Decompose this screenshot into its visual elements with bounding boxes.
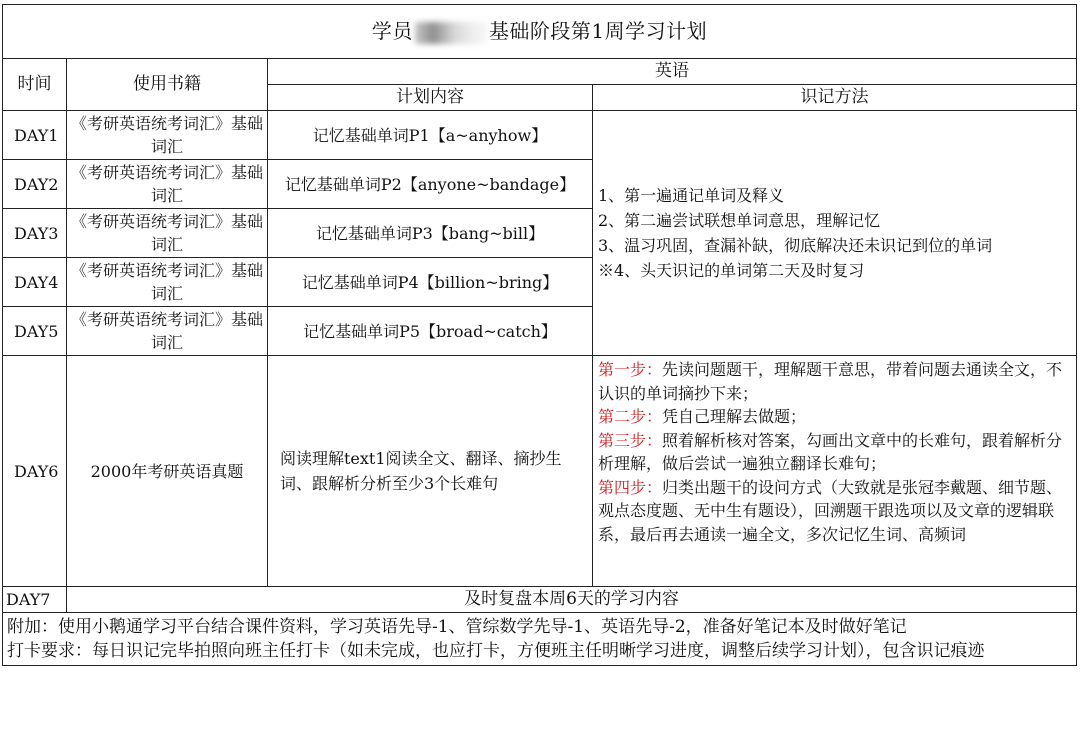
title-row: [3, 5, 1077, 59]
header-subject: 英语: [268, 59, 1077, 85]
vocab-method-cell: [593, 111, 1077, 356]
day-cell: DAY2: [3, 160, 67, 209]
step-label: 第一步：: [598, 360, 663, 379]
method-item: 2、第二遍尝试联想单词意思，理解记忆: [598, 211, 881, 230]
notes-cell: [3, 613, 1077, 666]
header-row-top: [3, 59, 1077, 85]
step-text: 先读问题题干，理解题干意思，带着问题去通读全文，不认识的单词摘抄下来；: [598, 360, 1063, 403]
step-text: 凭自己理解去做题；: [662, 407, 807, 426]
day6-row: [3, 356, 1077, 587]
notes-row: [3, 613, 1077, 666]
checkin-note: 打卡要求：每日识记完毕拍照向班主任打卡（如未完成，也应打卡，方便班主任明晰学习进度，调整后续学习计划），包含识记痕迹: [7, 641, 985, 661]
page-title: [3, 5, 1077, 59]
plan-cell: 记忆基础单词P5【broad~catch】: [268, 307, 593, 356]
plan-cell: 阅读理解text1阅读全文、翻译、摘抄生词、跟解析分析至少3个长难句: [268, 356, 593, 587]
book-cell: 《考研英语统考词汇》基础词汇: [67, 307, 268, 356]
study-plan-table: [2, 4, 1077, 666]
step-text: 归类出题干的设问方式（大致就是张冠李戴题、细节题、观点态度题、无中生有题设），回溯题干跟选项以及文章的逻辑联系，最后再去通读一遍全文，多次记忆生词、高频词: [598, 477, 1063, 544]
table-row: [3, 111, 1077, 160]
plan-cell: 记忆基础单词P1【a~anyhow】: [268, 111, 593, 160]
plan-cell: 记忆基础单词P2【anyone~bandage】: [268, 160, 593, 209]
day-cell: DAY3: [3, 209, 67, 258]
book-cell: 《考研英语统考词汇》基础词汇: [67, 111, 268, 160]
header-plan: 计划内容: [268, 85, 593, 111]
header-books: 使用书籍: [67, 59, 268, 111]
step-text: 照着解析核对答案，勾画出文章中的长难句，跟着解析分析理解，做后尝试一遍独立翻译长难句；: [598, 430, 1063, 473]
header-method: 识记方法: [593, 85, 1077, 111]
day-cell: DAY4: [3, 258, 67, 307]
step-label: 第四步：: [598, 477, 663, 497]
day-cell: DAY5: [3, 307, 67, 356]
book-cell: 《考研英语统考词汇》基础词汇: [67, 160, 268, 209]
day-cell: DAY6: [3, 356, 67, 587]
extra-note: 附加：使用小鹅通学习平台结合课件资料，学习英语先导-1、管综数学先导-1、英语先导-2，准备好笔记本及时做好笔记: [7, 617, 907, 637]
method-item: 1、第一遍通记单词及释义: [598, 186, 785, 205]
title-suffix: 基础阶段第1周学习计划: [488, 19, 708, 43]
book-cell: 2000年考研英语真题: [67, 356, 268, 587]
step-label: 第二步：: [598, 407, 663, 426]
day-cell: DAY1: [3, 111, 67, 160]
method-item: 3、温习巩固，查漏补缺，彻底解决还未识记到位的单词: [598, 236, 993, 255]
method-item: ※4、头天识记的单词第二天及时复习: [598, 261, 865, 280]
book-cell: 《考研英语统考词汇》基础词汇: [67, 209, 268, 258]
plan-cell: 记忆基础单词P3【bang~bill】: [268, 209, 593, 258]
header-time: 时间: [3, 59, 67, 111]
title-prefix: 学员: [371, 19, 413, 43]
step-label: 第三步：: [598, 430, 663, 450]
day-cell: DAY7: [3, 587, 67, 613]
day7-review-text: 及时复盘本周6天的学习内容: [67, 587, 1077, 613]
book-cell: 《考研英语统考词汇》基础词汇: [67, 258, 268, 307]
redacted-name: [415, 22, 487, 44]
plan-cell: 记忆基础单词P4【billion~bring】: [268, 258, 593, 307]
day7-row: [3, 587, 1077, 613]
reading-steps-cell: [593, 356, 1077, 587]
